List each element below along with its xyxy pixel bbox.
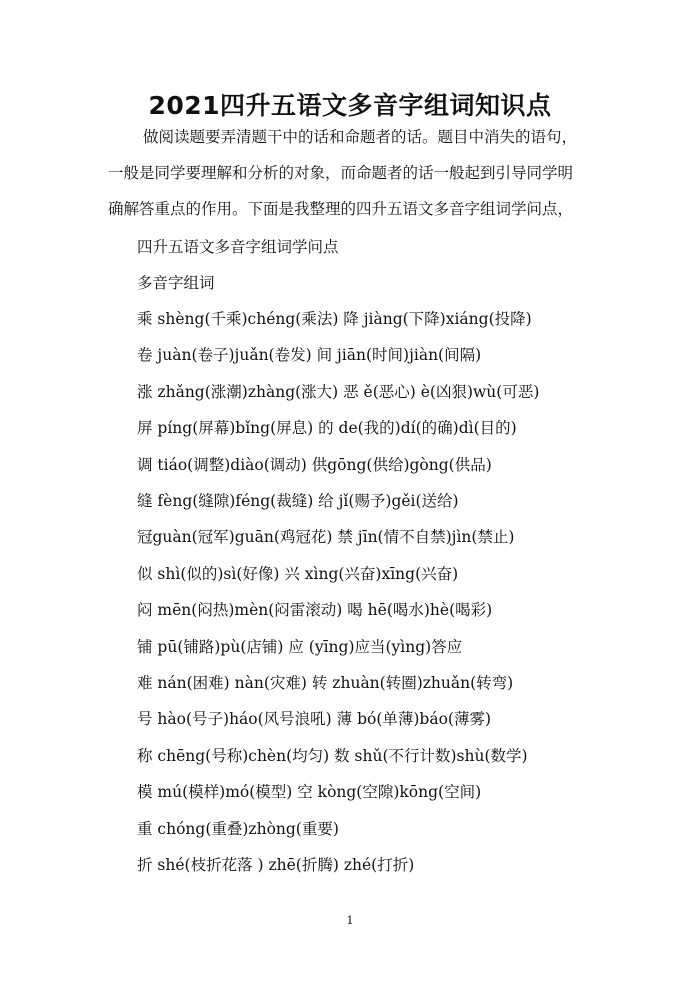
entry-line: 缝 fèng(缝隙)féng(裁缝) 给 jǐ(赐予)gěi(送给) <box>137 492 459 510</box>
entry-line: 折 shé(枝折花落 ) zhē(折腾) zhé(打折) <box>137 856 415 874</box>
intro-line-2: 一般是同学要理解和分析的对象，而命题者的话一般起到引导同学明 <box>108 164 574 182</box>
subtitle: 四升五语文多音字组词学问点 <box>137 238 339 256</box>
entry-line: 乘 shèng(千乘)chéng(乘法) 降 jiàng(下降)xiáng(投降) <box>137 310 532 328</box>
entry-line: 重 chóng(重叠)zhòng(重要) <box>137 820 339 838</box>
entry-line: 铺 pū(铺路)pù(店铺) 应 (yīng)应当(yìng)答应 <box>137 638 463 656</box>
entry-line: 闷 mēn(闷热)mèn(闷雷滚动) 喝 hē(喝水)hè(喝彩) <box>137 601 493 619</box>
intro-line-3: 确解答重点的作用。下面是我整理的四升五语文多音字组词学问点， <box>108 200 574 218</box>
entry-line: 屏 píng(屏幕)bǐng(屏息) 的 de(我的)dí(的确)dì(目的) <box>137 419 517 437</box>
entry-line: 难 nán(困难) nàn(灾难) 转 zhuàn(转圈)zhuǎn(转弯) <box>137 674 514 692</box>
entry-line: 调 tiáo(调整)diào(调动) 供gōng(供给)gòng(供品) <box>137 456 492 474</box>
section-heading: 多音字组词 <box>137 274 215 292</box>
page-number: 1 <box>346 914 354 927</box>
entry-line: 涨 zhǎng(涨潮)zhàng(涨大) 恶 ě(恶心) è(凶狠)wù(可恶) <box>137 383 540 401</box>
entry-line: 冠guàn(冠军)guān(鸡冠花) 禁 jīn(情不自禁)jìn(禁止) <box>137 528 515 546</box>
page-title: 2021四升五语文多音字组词知识点 <box>148 91 552 120</box>
entry-line: 模 mú(模样)mó(模型) 空 kòng(空隙)kōng(空间) <box>137 783 482 801</box>
entry-line: 称 chēng(号称)chèn(均匀) 数 shǔ(不行计数)shù(数学) <box>137 747 528 765</box>
entry-line: 卷 juàn(卷子)juǎn(卷发) 间 jiān(时间)jiàn(间隔) <box>137 346 482 364</box>
entry-line: 似 shì(似的)sì(好像) 兴 xìng(兴奋)xīng(兴奋) <box>137 565 459 583</box>
entry-line: 号 hào(号子)háo(风号浪吼) 薄 bó(单薄)báo(薄雾) <box>137 710 492 728</box>
intro-line-1: 做阅读题要弄清题干中的话和命题者的话。题目中消失的语句， <box>143 128 578 146</box>
